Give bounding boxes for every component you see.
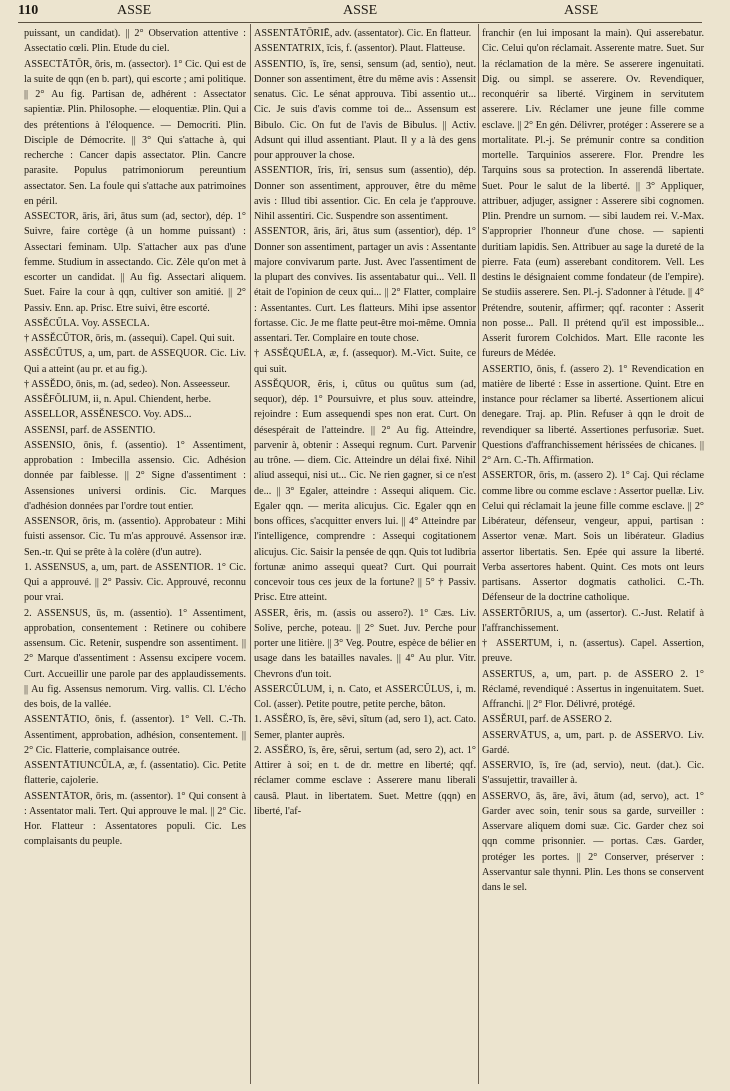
entry-text: ASSENTĀTŌRIĒ, adv. (assentator). Cic. En flatteur. bbox=[254, 28, 472, 39]
entry-text: ASSERVĀTUS, a, um, part. p. de ASSERVO. Liv. Gardé. bbox=[482, 729, 704, 756]
entry-text: 1. ASSENSUS, a, um, part. de ASSENTIOR. 1° Cic. Qui a approuvé. || 2° Passiv. Cic. Approuvé, reconnu pour vrai. bbox=[24, 561, 246, 604]
entry-text: ASSERTŌRIUS, a, um (assertor). C.-Just. Relatif à l'affranchissement. bbox=[482, 607, 704, 634]
entry-text: † ASSERTUM, i, n. (assertus). Capel. Assertion, preuve. bbox=[482, 638, 704, 665]
entry-text: ASSENTIOR, īris, īri, sensus sum (assentio), dép. Donner son assentiment, approuver, être du même avis : Illud tibi assentior. Cic. En cela je t'approuve. Nihil assentiri. Cic. Suspendre son assentiment. bbox=[254, 165, 476, 222]
entry-text: ASSECTOR, āris, āri, ātus sum (ad, sector), dép. 1° Suivre, faire cortège (à un homme puissant) : Assectari feminam. Ulp. S'attacher aux pas d'une femme. Studium in assectando. Cic. Zèle qu'on met à escorter un candidat. || Au fig. Assectari aliquem. Suet. Faire la cour à qqn, cultiver son amitié. || 2° Passiv. Enn. ap. Prisc. Etre suivi, être escorté. bbox=[24, 211, 246, 314]
entry-text: ASSENTIO, īs, īre, sensi, sensum (ad, sentio), neut. Donner son assentiment, être du même avis : Assensit senatus. Cic. Le sénat approuva. Tibi assentio ut... Cic. Je suis d'avis comme toi de... Assensum est Bibulo. Cic. On fut de l'avis de Bibulus. || Activ. Adsunt qui illud assentiant. Plaut. Il y a là des gens pour approuver la chose. bbox=[254, 58, 476, 161]
column-middle bbox=[254, 26, 476, 1088]
entry-text: franchir (en lui imposant la main). Qui asserebatur. Cic. Celui qu'on réclamait. Asserente matre. Suet. Sur la réclamation de la mère. Se asserere ingenuitati. Dig. ou simpl. se asserere. Ov. Revendiquer, reconquérir sa liberté. Virginem in servitutem asserere. Liv. Réclamer une jeune fille comme esclave. || 2° En gén. Délivrer, protéger : Asserere se a mortalitate. Pl.-j. Se prémunir contre sa condition mortelle. Tarquinios asserere. Flor. Prendre les Tarquins sous sa protection. In asserendâ libertate. Suet. Pour le salut de la liberté. || 3° Appliquer, attribuer, adjuger, assigner : Asserere sibi cognomen. Plin. Prendre un surnom. — sibi laudem rei. V.-Max. S'approprier l'honneur d'une chose. — sapienti duritiam lapidis. Sen. Attribuer au sage la dureté de la pierre. Fata (eum) asserebant conditorem. Vell. Les destins le désignaient comme fondateur (de l'empire). Se studiis asserere. Sen. Pl.-j. S'adonner à l'étude. || 4° Prétendre, soutenir, affirmer; qqf. raconter : Asserit non posse... Pall. Il prétend qu'il est impossible... Asserit furorem Colchidos. Mart. Elle raconte les fureurs de Médée. bbox=[482, 28, 704, 360]
column-divider bbox=[250, 24, 251, 1084]
guide-word-center: ASSE bbox=[343, 3, 378, 18]
entry-text: ASSĔFŎLIUM, ii, n. Apul. Chiendent, herbe. bbox=[24, 394, 212, 405]
entry-text: ASSENTĀTIO, ōnis, f. (assentor). 1° Vell. C.-Th. Assentiment, approbation, adhésion, consentement. || 2° Cic. Flatterie, complaisance outrée. bbox=[24, 714, 246, 756]
entry-text: ASSĔCŪTUS, a, um, part. de ASSEQUOR. Cic. Liv. Qui a atteint (au pr. et au fig.). bbox=[24, 348, 246, 375]
entry-text: ASSERCŬLUM, i, n. Cato, et ASSERCŬLUS, i, m. Col. (asser). Petite poutre, petite perche, bâton. bbox=[254, 683, 476, 710]
entry-text: ASSERTUS, a, um, part. p. de ASSERO 2. 1° Réclamé, revendiqué : Assertus in ingenuitatem. Suet. Affranchi. || 2° Flor. Délivré, protégé. bbox=[482, 668, 704, 710]
entry-text: † ASSĔQUĒLA, æ, f. (assequor). M.-Vict. Suite, ce qui suit. bbox=[254, 348, 476, 375]
entry-text: ASSERVO, ās, āre, āvi, ātum (ad, servo), act. 1° Garder avec soin, tenir sous sa garde, surveiller : Asservare aliquem domi suæ. Cic. Garder chez soi qqn comme prisonnier. — portas. Cæs. Garder, protéger les portes. || 2° Conserver, préserver : Asservantur sale thynni. Plin. Les thons se conservent dans le sel. bbox=[482, 790, 704, 893]
entry-text: ASSENSIO, ōnis, f. (assentio). 1° Assentiment, approbation : Imbecilla assensio. Cic. Adhésion donnée par faiblesse. || 2° Signe d'assentiment : Assensiones universi ordinis. Cic. Marques d'adhésion données par l'ordre tout entier. bbox=[24, 439, 246, 512]
entry-text: ASSER, ĕris, m. (assis ou assero?). 1° Cæs. Liv. Solive, perche, poteau. || 2° Suet. Juv. Perche pour porter une litière. || 3° Veg. Poutre, espèce de bélier en usage dans les batailles navales. || 4° Au plur. Vitr. Chevrons d'un toit. bbox=[254, 607, 476, 680]
column-left bbox=[24, 26, 246, 1088]
entry-text: ASSENTĀTIUNCŬLA, æ, f. (assentatio). Cic. Petite flatterie, cajolerie. bbox=[24, 760, 246, 787]
running-header bbox=[0, 3, 730, 21]
column-right bbox=[482, 26, 704, 1088]
entry-text: ASSERTOR, ōris, m. (assero 2). 1° Caj. Qui réclame comme libre ou comme esclave : Assertor puellæ. Liv. Celui qui réclamait la jeune fille comme esclave. || 2° Libérateur, défenseur, vengeur, appui, partisan : Assertor venæ. Mart. Sois un libérateur. Gladius assertor libertatis. Sen. Epée qui assure la liberté. Verba assertores habent. Quint. Ces mots ont leurs partisans. Assertor dogmatis catholici. C.-Th. Défenseur de la doctrine catholique. bbox=[482, 470, 704, 604]
entry-text: ASSENTĀTOR, ōris, m. (assentor). 1° Qui consent à : Assentator mali. Tert. Qui approuve le mal. || 2° Cic. Hor. Flatteur : Assentatores populi. Cic. Les complaisants du peuple. bbox=[24, 790, 246, 848]
entry-text: ASSERVIO, īs, īre (ad, servio), neut. (dat.). Cic. S'assujettir, travailler à. bbox=[482, 760, 704, 787]
entry-text: 2. ASSĔRO, īs, ĕre, sĕrui, sertum (ad, sero 2), act. 1° Attirer à soi; en t. de dr. mettre en liberté; qqf. réclamer comme esclave : Asserere manu liberali causâ. Plaut. in libertatem. Suet. Mettre (qqn) en liberté, l'af- bbox=[254, 744, 476, 817]
entry-text: ASSELLOR, ASSĔNESCO. Voy. ADS... bbox=[24, 409, 192, 421]
entry-text: ASSĔRUI, parf. de ASSERO 2. bbox=[482, 714, 612, 726]
column-divider bbox=[478, 24, 479, 1084]
header-rule bbox=[18, 22, 702, 23]
entry-text: ASSECTĀTŎR, ōris, m. (assector). 1° Cic. Qui est de la suite de qqn (en b. part), qui escorte ; ami politique. || 2° Au fig. Partisan de, adhérent : Assectator sapientiæ. Plin. Philosophe. — eloquentiæ. Plin. Qui a des prétentions à l'éloquence. — Democriti. Plin. Disciple de Démocrite. || 3° Qui s'attache à, qui recherche : Cancer dapis assectator. Plin. Cancre parasite. Populus patrimoniorum pereuntium assectator. Sen. La foule qui s'attache aux patrimoines en péril. bbox=[24, 58, 246, 207]
guide-word-left: ASSE bbox=[117, 3, 152, 18]
entry-text: ASSENTOR, āris, āri, ātus sum (assentior), dép. 1° Donner son assentiment, partager un avis : Assentante majore convivarum parte. Just. Avec l'assentiment de la plupart des convives. Iis assentabatur qui... Vell. Il était de l'opinion de ceux qui... || 2° Flatter, complaire : Assentantes. Curt. Les flatteurs. Mihi ipse assentor fortasse. Cic. Je me flatte peut-être moi-même. Omnia assentari. Ter. Complaire en toute chose. bbox=[254, 226, 476, 344]
page-number: 110 bbox=[18, 3, 39, 18]
entry-text: ASSENSOR, ōris, m. (assentio). Approbateur : Mihi fuisti assensor. Cic. Tu m'as approuvé. Assensor iræ. Sen.-tr. Qui se prête à la colère (d'un autre). bbox=[24, 516, 246, 558]
guide-word-right: ASSE bbox=[564, 3, 599, 18]
entry-text: 2. ASSENSUS, ūs, m. (assentio). 1° Assentiment, approbation, consentement : Retinere ou cohibere assensum. Cic. Retenir, suspendre son assentiment. || 2° Marque d'assentiment : Assensu excipere vocem. Curt. Accueillir une parole par des applaudissements. || Au fig. Assensus nemorum. Virg. vallis. Cl. L'écho des bois, de la vallée. bbox=[24, 607, 246, 710]
entry-text: † ASSĔDO, ōnis, m. (ad, sedeo). Non. Asseesseur. bbox=[24, 378, 231, 390]
entry-text: ASSENSI, parf. de ASSENTIO. bbox=[24, 424, 156, 436]
entry-text: puissant, un candidat). || 2° Observation attentive : Assectatio cœli. Plin. Etude du ciel. bbox=[24, 28, 246, 55]
entry-text: 1. ASSĔRO, īs, ĕre, sēvi, sĭtum (ad, sero 1), act. Cato. Semer, planter auprès. bbox=[254, 714, 476, 741]
entry-text: ASSERTIO, ōnis, f. (assero 2). 1° Revendication en matière de liberté : Esse in assertione. Quint. Etre en instance pour réclamer sa liberté. Assertionem alicui denegare. Traj. ap. Plin. Refuser à qqn le droit de revendiquer sa liberté. Assertiones perfusoriæ. Suet. Questions d'affranchissement hérissées de chicanes. || 2° Arn. C.-Th. Affirmation. bbox=[482, 363, 704, 466]
entry-text: ASSĔQUOR, ĕris, i, cūtus ou quūtus sum (ad, sequor), dép. 1° Poursuivre, et plus souv. atteindre, rejoindre : Eum assequendi spes non erat. Curt. On désespérait de l'atteindre. || 2° Au fig. Atteindre, parvenir à, obtenir : Assequi regnum. Curt. Parvenir au trône. — diem. Cic. Atteindre un délai fixé. Nihil aliud assequi, nisi ut... Cic. Ne rien gagner, si ce n'est de... || 3° Egaler, atteindre : Assequi aliquem. Cic. Egaler qqn. — merita alicujus. Cic. Egaler qqn en bons offices, s'acquitter envers lui. || 4° Atteindre par l'intelligence, comprendre : Assequi cogitationem alicujus. Cic. Saisir la pensée de qqn. Quis tot ludibria fortunæ animo assequi queat? Curt. Qui pourrait concevoir tous ces jeux de la fortune? || 5° † Passiv. Prisc. Etre atteint. bbox=[254, 378, 476, 604]
entry-text: ASSENTATRIX, īcis, f. (assentor). Plaut. Flatteuse. bbox=[254, 43, 466, 55]
entry-text: † ASSĔCŪTOR, ōris, m. (assequi). Capel. Qui suit. bbox=[24, 333, 235, 344]
entry-text: ASSĔCŬLA. Voy. ASSECLA. bbox=[24, 317, 150, 329]
